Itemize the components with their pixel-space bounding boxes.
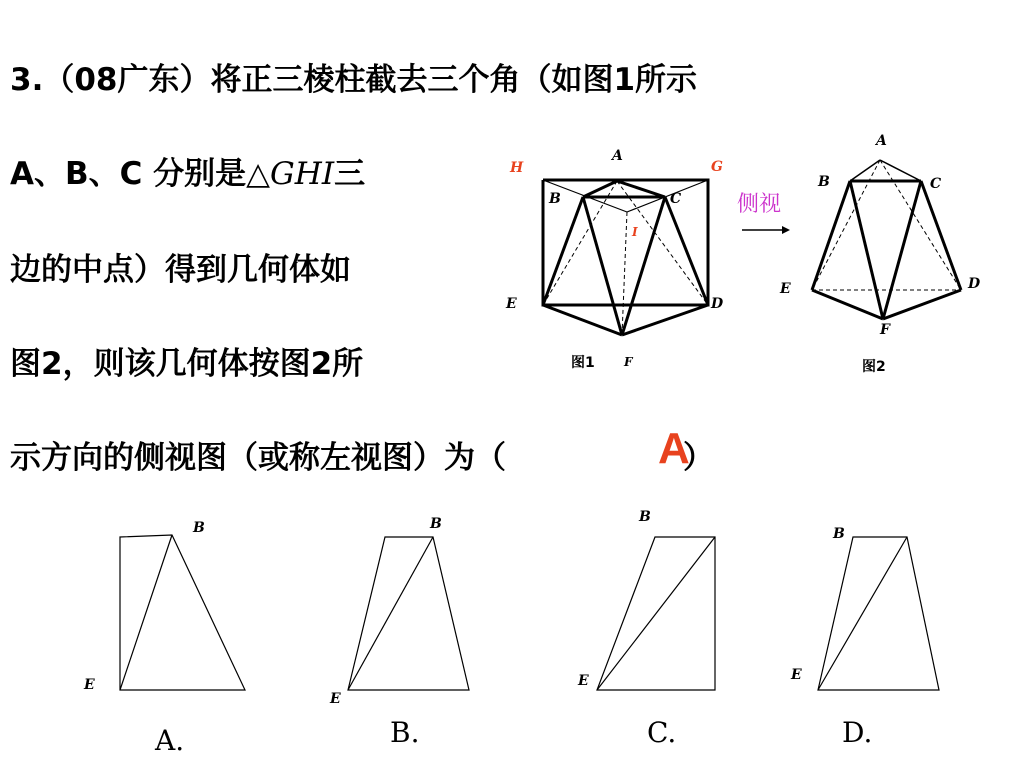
- line2-prefix: A、B、C 分别是△: [10, 156, 271, 192]
- answer-letter: A: [658, 424, 690, 473]
- f2-label-D: D: [968, 276, 981, 292]
- figure-1: [543, 180, 708, 335]
- f2-edge-EF: [812, 290, 883, 319]
- option-d-figure: [818, 537, 939, 690]
- problem-line-3: 边的中点）得到几何体如: [10, 252, 351, 288]
- f2-edge-CD: [921, 181, 961, 290]
- option-d-label-B: B: [833, 526, 845, 542]
- option-a-figure: [120, 535, 245, 690]
- option-c-figure: [597, 537, 715, 690]
- label-A: A: [612, 148, 623, 164]
- f2-edge-DF: [883, 290, 961, 319]
- option-b-diagonal: [348, 537, 433, 690]
- f2-edge-BE: [812, 181, 850, 290]
- option-c-diagonal: [597, 537, 715, 690]
- option-a-letter: A.: [155, 724, 185, 757]
- f2-label-F: F: [880, 322, 890, 338]
- option-b-label-E: E: [330, 691, 341, 707]
- label-C: C: [670, 191, 682, 207]
- f2-edge-BF: [850, 181, 883, 319]
- f2-label-A: A: [876, 133, 887, 149]
- edge-EF: [543, 305, 622, 335]
- f2-label-C: C: [930, 176, 942, 192]
- problem-line-4: 图2，则该几何体按图2所: [10, 346, 364, 382]
- hidden-edge-AD: [617, 181, 708, 305]
- f2-edge-AB: [850, 160, 880, 181]
- closing-paren: ）: [683, 440, 714, 476]
- f2-label-B: B: [818, 174, 830, 190]
- side-view-arrow: [737, 192, 790, 234]
- label-F: F: [624, 355, 633, 369]
- label-G: G: [711, 159, 723, 175]
- option-c-label-E: E: [578, 673, 589, 689]
- option-b-label-B: B: [430, 516, 442, 532]
- label-I: I: [632, 225, 638, 239]
- option-c-label-B: B: [639, 509, 651, 525]
- option-b-outline: [348, 537, 469, 690]
- option-a-label-E: E: [84, 677, 95, 693]
- option-d-letter: D.: [842, 716, 873, 749]
- option-a-label-B: B: [193, 520, 205, 536]
- figure-2-caption: 图2: [862, 359, 886, 375]
- figure-1-caption: 图1: [571, 355, 595, 371]
- edge-BE: [543, 197, 583, 305]
- line2-suffix: 三: [334, 156, 366, 192]
- label-H: H: [510, 160, 524, 176]
- label-E: E: [506, 296, 517, 312]
- option-d-label-E: E: [791, 667, 802, 683]
- f2-edge-AC: [880, 160, 921, 181]
- option-d-diagonal: [818, 537, 907, 690]
- arrow-head: [782, 226, 790, 234]
- label-B: B: [549, 191, 561, 207]
- edge-AC: [617, 181, 665, 197]
- edge-CD: [665, 197, 708, 305]
- label-D: D: [711, 296, 724, 312]
- option-d-outline: [818, 537, 939, 690]
- problem-line-5: 示方向的侧视图（或称左视图）为（: [10, 440, 506, 476]
- f2-label-E: E: [780, 281, 791, 297]
- triangle-name: GHI: [270, 156, 335, 192]
- option-a-diagonal: [120, 535, 172, 690]
- edge-BF: [583, 197, 622, 335]
- side-view-label: 侧视: [737, 192, 782, 217]
- problem-line-1: 3.（08广东）将正三棱柱截去三个角（如图1所示: [10, 62, 698, 98]
- edge-DF: [622, 305, 708, 335]
- figure-2-labels: [779, 133, 981, 375]
- option-c-letter: C.: [647, 716, 677, 749]
- option-a-outline: [120, 535, 245, 690]
- option-b-figure: [348, 537, 469, 690]
- option-b-letter: B.: [390, 716, 420, 749]
- f2-edge-CF: [883, 181, 921, 319]
